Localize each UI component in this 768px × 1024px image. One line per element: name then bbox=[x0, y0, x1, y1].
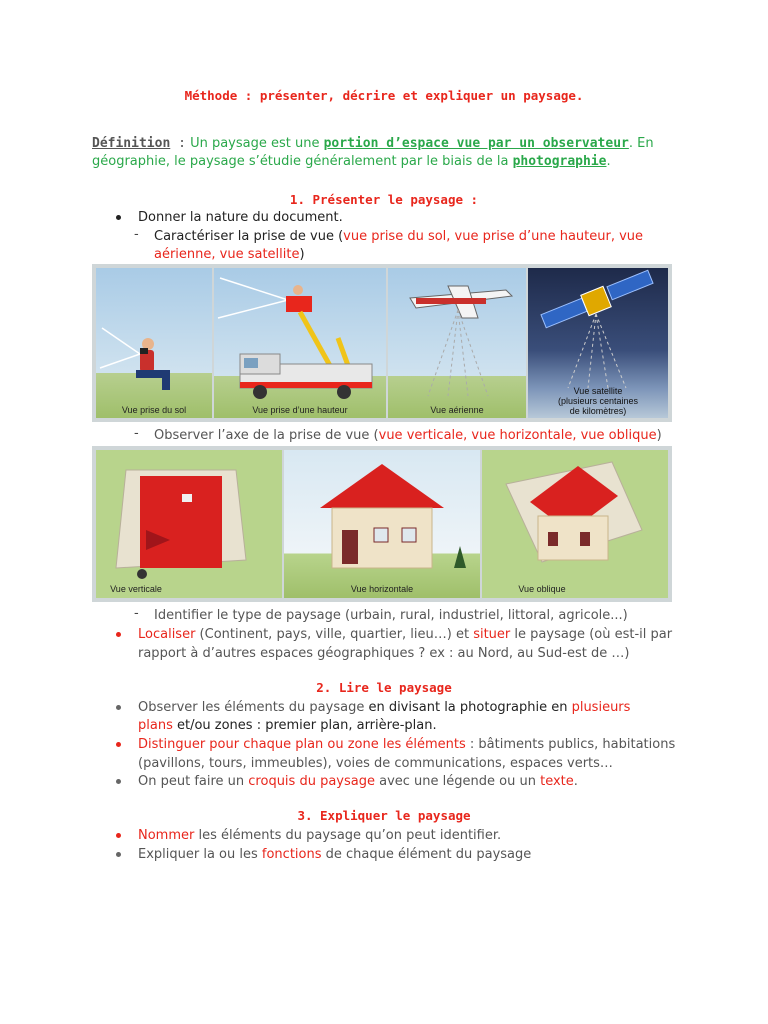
s3-bullet-2: Expliquer la ou les fonctions de chaque élément du paysage bbox=[138, 847, 532, 862]
definition-keyword-1: portion d’espace vue par un observateur bbox=[323, 136, 629, 151]
caption-satellite-detail-2: de kilomètres) bbox=[569, 406, 627, 416]
view-axes-illustration bbox=[92, 446, 672, 602]
house-oblique-icon bbox=[482, 450, 668, 598]
bullet-icon bbox=[116, 215, 121, 220]
caption-satellite-detail-1: (plusieurs centaines bbox=[557, 396, 639, 406]
dash-icon: - bbox=[134, 227, 139, 242]
definition-line-2: géographie, le paysage s’étudie généralement par le biais de la photographie. bbox=[92, 154, 611, 169]
caption-vertical-view: Vue verticale bbox=[110, 584, 162, 594]
caption-aerial-view: Vue aérienne bbox=[430, 405, 484, 415]
ground-view-panel bbox=[96, 268, 212, 418]
bullet-icon bbox=[116, 705, 121, 710]
vertical-roof-icon bbox=[96, 450, 282, 598]
vertical-view-panel bbox=[96, 450, 282, 598]
section-2-heading: 2. Lire le paysage bbox=[316, 680, 452, 695]
s2-bullet-1-line-2: plans et/ou zones : premier plan, arrière-plan. bbox=[138, 718, 437, 733]
bullet-icon bbox=[116, 852, 121, 857]
s2-bullet-2-line-1: Distinguer pour chaque plan ou zone les éléments : bâtiments publics, habitations bbox=[138, 737, 676, 752]
s1-dash-1-line-2: aérienne, vue satellite) bbox=[154, 247, 305, 262]
s1-dash-1-line-1: Caractériser la prise de vue (vue prise du sol, vue prise d’une hauteur, vue bbox=[154, 229, 644, 244]
s1-bullet-2-line-2: rapport à d’autres espaces géographiques ? ex : au Nord, au Sud-est de …) bbox=[138, 646, 630, 661]
aerial-view-panel bbox=[388, 268, 526, 418]
definition-keyword-2: photographie bbox=[512, 154, 607, 169]
definition-line-1: Définition : Un paysage est une portion d’espace vue par un observateur. En bbox=[92, 136, 654, 151]
s2-bullet-3: On peut faire un croquis du paysage avec une légende ou un texte. bbox=[138, 774, 578, 789]
bullet-icon bbox=[116, 833, 121, 838]
oblique-view-panel bbox=[482, 450, 668, 598]
dash-icon: - bbox=[134, 606, 139, 621]
caption-ground-view: Vue prise du sol bbox=[121, 405, 187, 415]
bullet-icon bbox=[116, 632, 121, 637]
s1-dash-2: Observer l’axe de la prise de vue (vue verticale, vue horizontale, vue oblique) bbox=[154, 428, 662, 443]
s3-bullet-1: Nommer les éléments du paysage qu’on peut identifier. bbox=[138, 828, 502, 843]
s2-bullet-1-line-1: Observer les éléments du paysage en divisant la photographie en plusieurs bbox=[138, 700, 631, 715]
caption-satellite-view: Vue satellite bbox=[573, 386, 623, 396]
section-3-heading: 3. Expliquer le paysage bbox=[297, 808, 471, 823]
height-view-panel bbox=[214, 268, 386, 418]
s1-bullet-1: Donner la nature du document. bbox=[138, 210, 343, 225]
page-title: Méthode : présenter, décrire et expliquer un paysage. bbox=[184, 88, 584, 103]
definition-label: Définition bbox=[92, 136, 171, 151]
bullet-icon bbox=[116, 779, 121, 784]
photographer-icon bbox=[96, 268, 212, 418]
shot-types-illustration bbox=[92, 264, 672, 422]
s1-bullet-2-line-1: Localiser (Continent, pays, ville, quartier, lieu…) et situer le paysage (où est-il par bbox=[138, 627, 673, 642]
s1-dash-3: Identifier le type de paysage (urbain, rural, industriel, littoral, agricole...) bbox=[154, 608, 628, 623]
caption-oblique-view: Vue oblique bbox=[518, 584, 566, 594]
section-1-heading: 1. Présenter le paysage : bbox=[289, 192, 479, 207]
s2-bullet-2-line-2: (pavillons, tours, immeubles), voies de communications, espaces verts… bbox=[138, 756, 613, 771]
airplane-icon bbox=[388, 268, 526, 418]
caption-height-view: Vue prise d’une hauteur bbox=[252, 405, 348, 415]
truck-crane-icon bbox=[214, 268, 386, 418]
horizontal-view-panel bbox=[284, 450, 480, 598]
house-front-icon bbox=[284, 450, 480, 598]
caption-horizontal-view: Vue horizontale bbox=[350, 584, 414, 594]
bullet-icon bbox=[116, 742, 121, 747]
dash-icon: - bbox=[134, 426, 139, 441]
